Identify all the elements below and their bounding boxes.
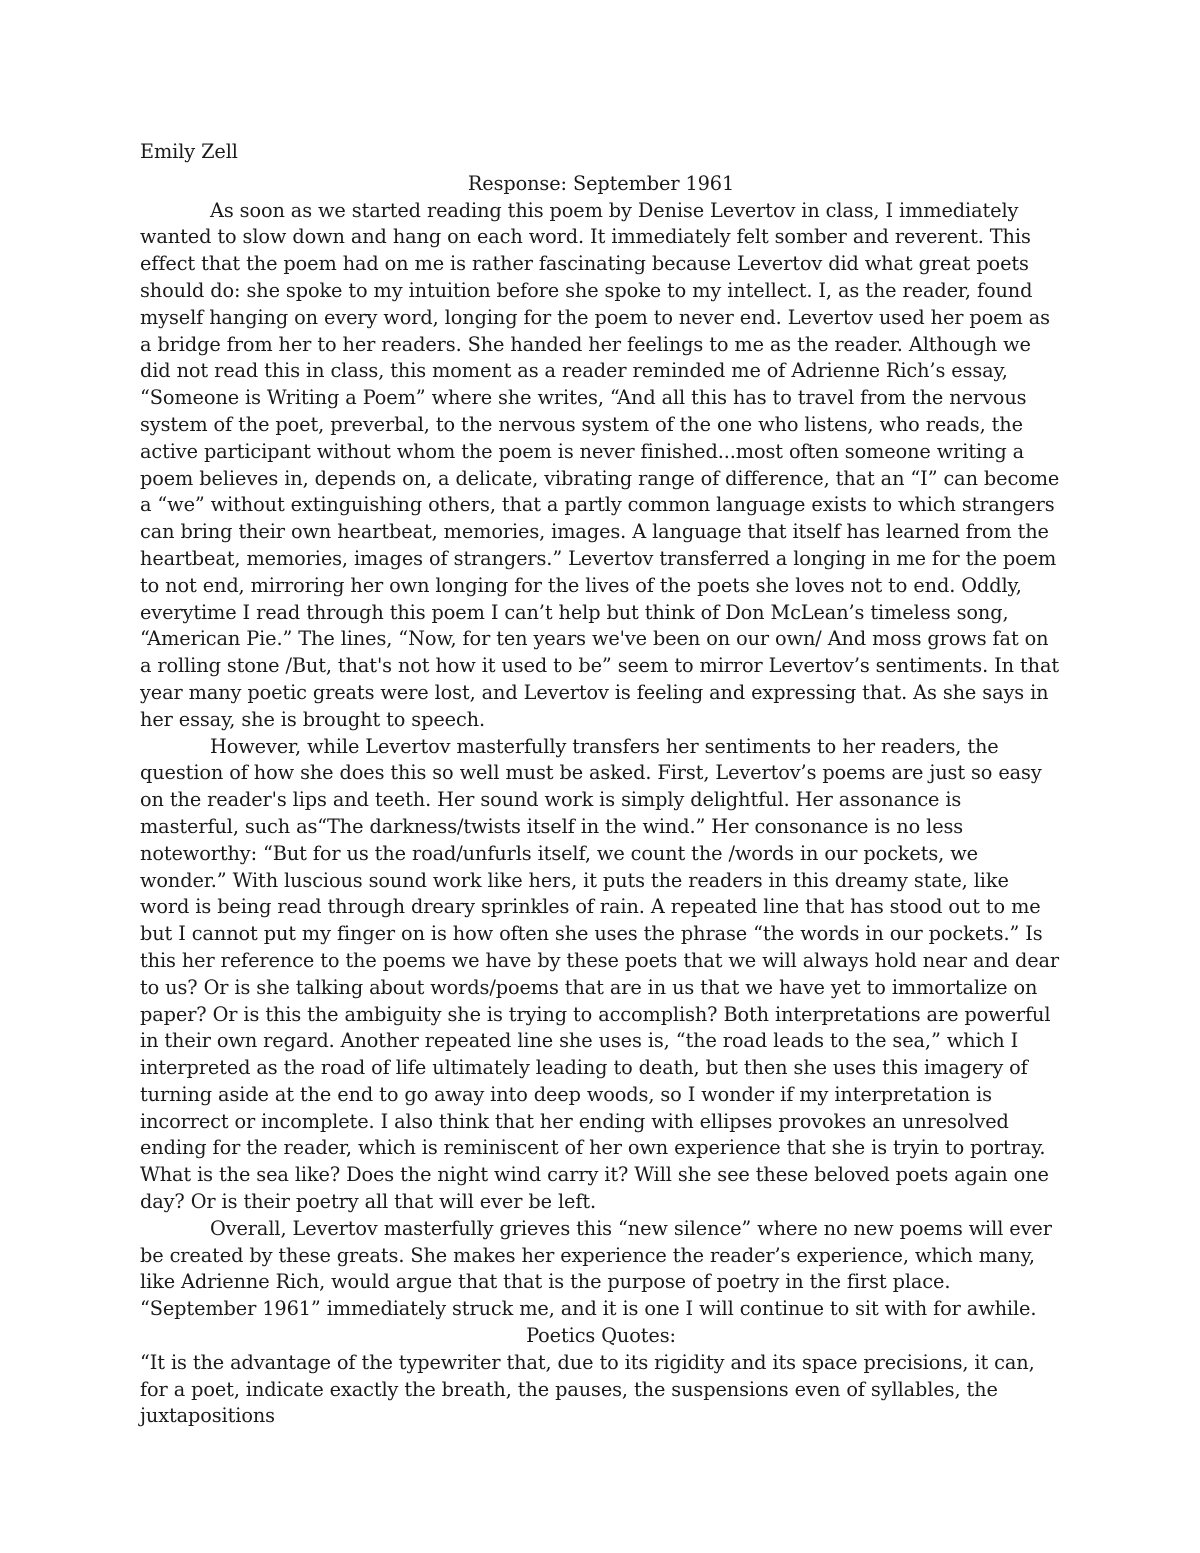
paragraph-analysis: However, while Levertov masterfully transfers her sentiments to her readers, the question of how she does this so well must be asked. First, Levertov’s poems are just so easy on the reader's lips and teeth. Her sound work is simply delightful. Her assonance is masterful, such as“The darkness/twists itself in the wind.” Her consonance is no less noteworthy: “But for us the road/unfurls itself, we count the /words in our pockets, we wonder.” With luscious sound work like hers, it puts the readers in this dreamy state, like word is being read through dreary sprinkles of rain. A repeated line that has stood out to me but I cannot put my finger on is how often she uses the phrase “the words in our pockets.” Is this her reference to the poems we have by these poets that we will always hold near and dear to us? Or is she talking about words/poems that are in us that we have yet to immortalize on paper? Or is this the ambiguity she is trying to accomplish? Both interpretations are powerful in their own regard. Another repeated line she uses is, “the road leads to the sea,” which I interpreted as the road of life ultimately leading to death, but then she uses this imagery of turning aside at the end to go away into deep woods, so I wonder if my interpretation is incorrect or incomplete. I also think that her ending with ellipses provokes an unresolved ending for the reader, which is reminiscent of her own experience that she is tryin to portray. What is the sea like? Does the night wind carry it? Will she see these beloved poets again one day? Or is their poetry all that will ever be left.	[140, 734, 1060, 1214]
paragraph-conclusion: Overall, Levertov masterfully grieves this “new silence” where no new poems will ever be created by these greats. She makes her experience the reader’s experience, which many, like Adrienne Rich, would argue that that is the purpose of poetry in the first place. “September 1961” immediately struck me, and it is one I will continue to sit with for awhile.	[140, 1216, 1052, 1321]
paragraph-intro: As soon as we started reading this poem by Denise Levertov in class, I immediately wanted to slow down and hang on each word. It immediately felt somber and reverent. This effect that the poem had on me is rather fascinating because Levertov did what great poets should do: she spoke to my intuition before she spoke to my intellect. I, as the reader, found myself hanging on every word, longing for the poem to never end. Levertov used her poem as a bridge from her to her readers. She handed her feelings to me as the reader. Although we did not read this in class, this moment as a reader reminded me of Adrienne Rich’s essay, “Someone is Writing a Poem” where she writes, “And all this has to travel from the nervous system of the poet, preverbal, to the nervous system of the one who listens, who reads, the active participant without whom the poem is never finished...most often someone writing a poem believes in, depends on, a delicate, vibrating range of difference, that an “I” can become a “we” without extinguishing others, that a partly common language exists to which strangers can bring their own heartbeat, memories, images. A language that itself has learned from the heartbeat, memories, images of strangers.” Levertov transferred a longing in me for the poem to not end, mirroring her own longing for the lives of the poets she loves not to end. Oddly, everytime I read through this poem I can’t help but think of Don McLean’s timeless song, “American Pie.” The lines, “Now, for ten years we've been on our own/ And moss grows fat on a rolling stone /But, that's not how it used to be” seem to mirror Levertov’s sentiments. In that year many poetic greats were lost, and Levertov is feeling and expressing that. As she says in her essay, she is brought to speech.	[140, 198, 1060, 731]
quotes-heading: Poetics Quotes:	[526, 1324, 676, 1348]
document-title: Response: September 1961	[467, 171, 735, 195]
poetics-quote: “It is the advantage of the typewriter that, due to its rigidity and its space precisions, it can, for a poet, indicate exactly the breath, the pauses, the suspensions even of syllables, the juxtapositions	[140, 1350, 1035, 1428]
author-name: Emily Zell	[140, 140, 238, 163]
document-body	[140, 139, 1062, 1430]
